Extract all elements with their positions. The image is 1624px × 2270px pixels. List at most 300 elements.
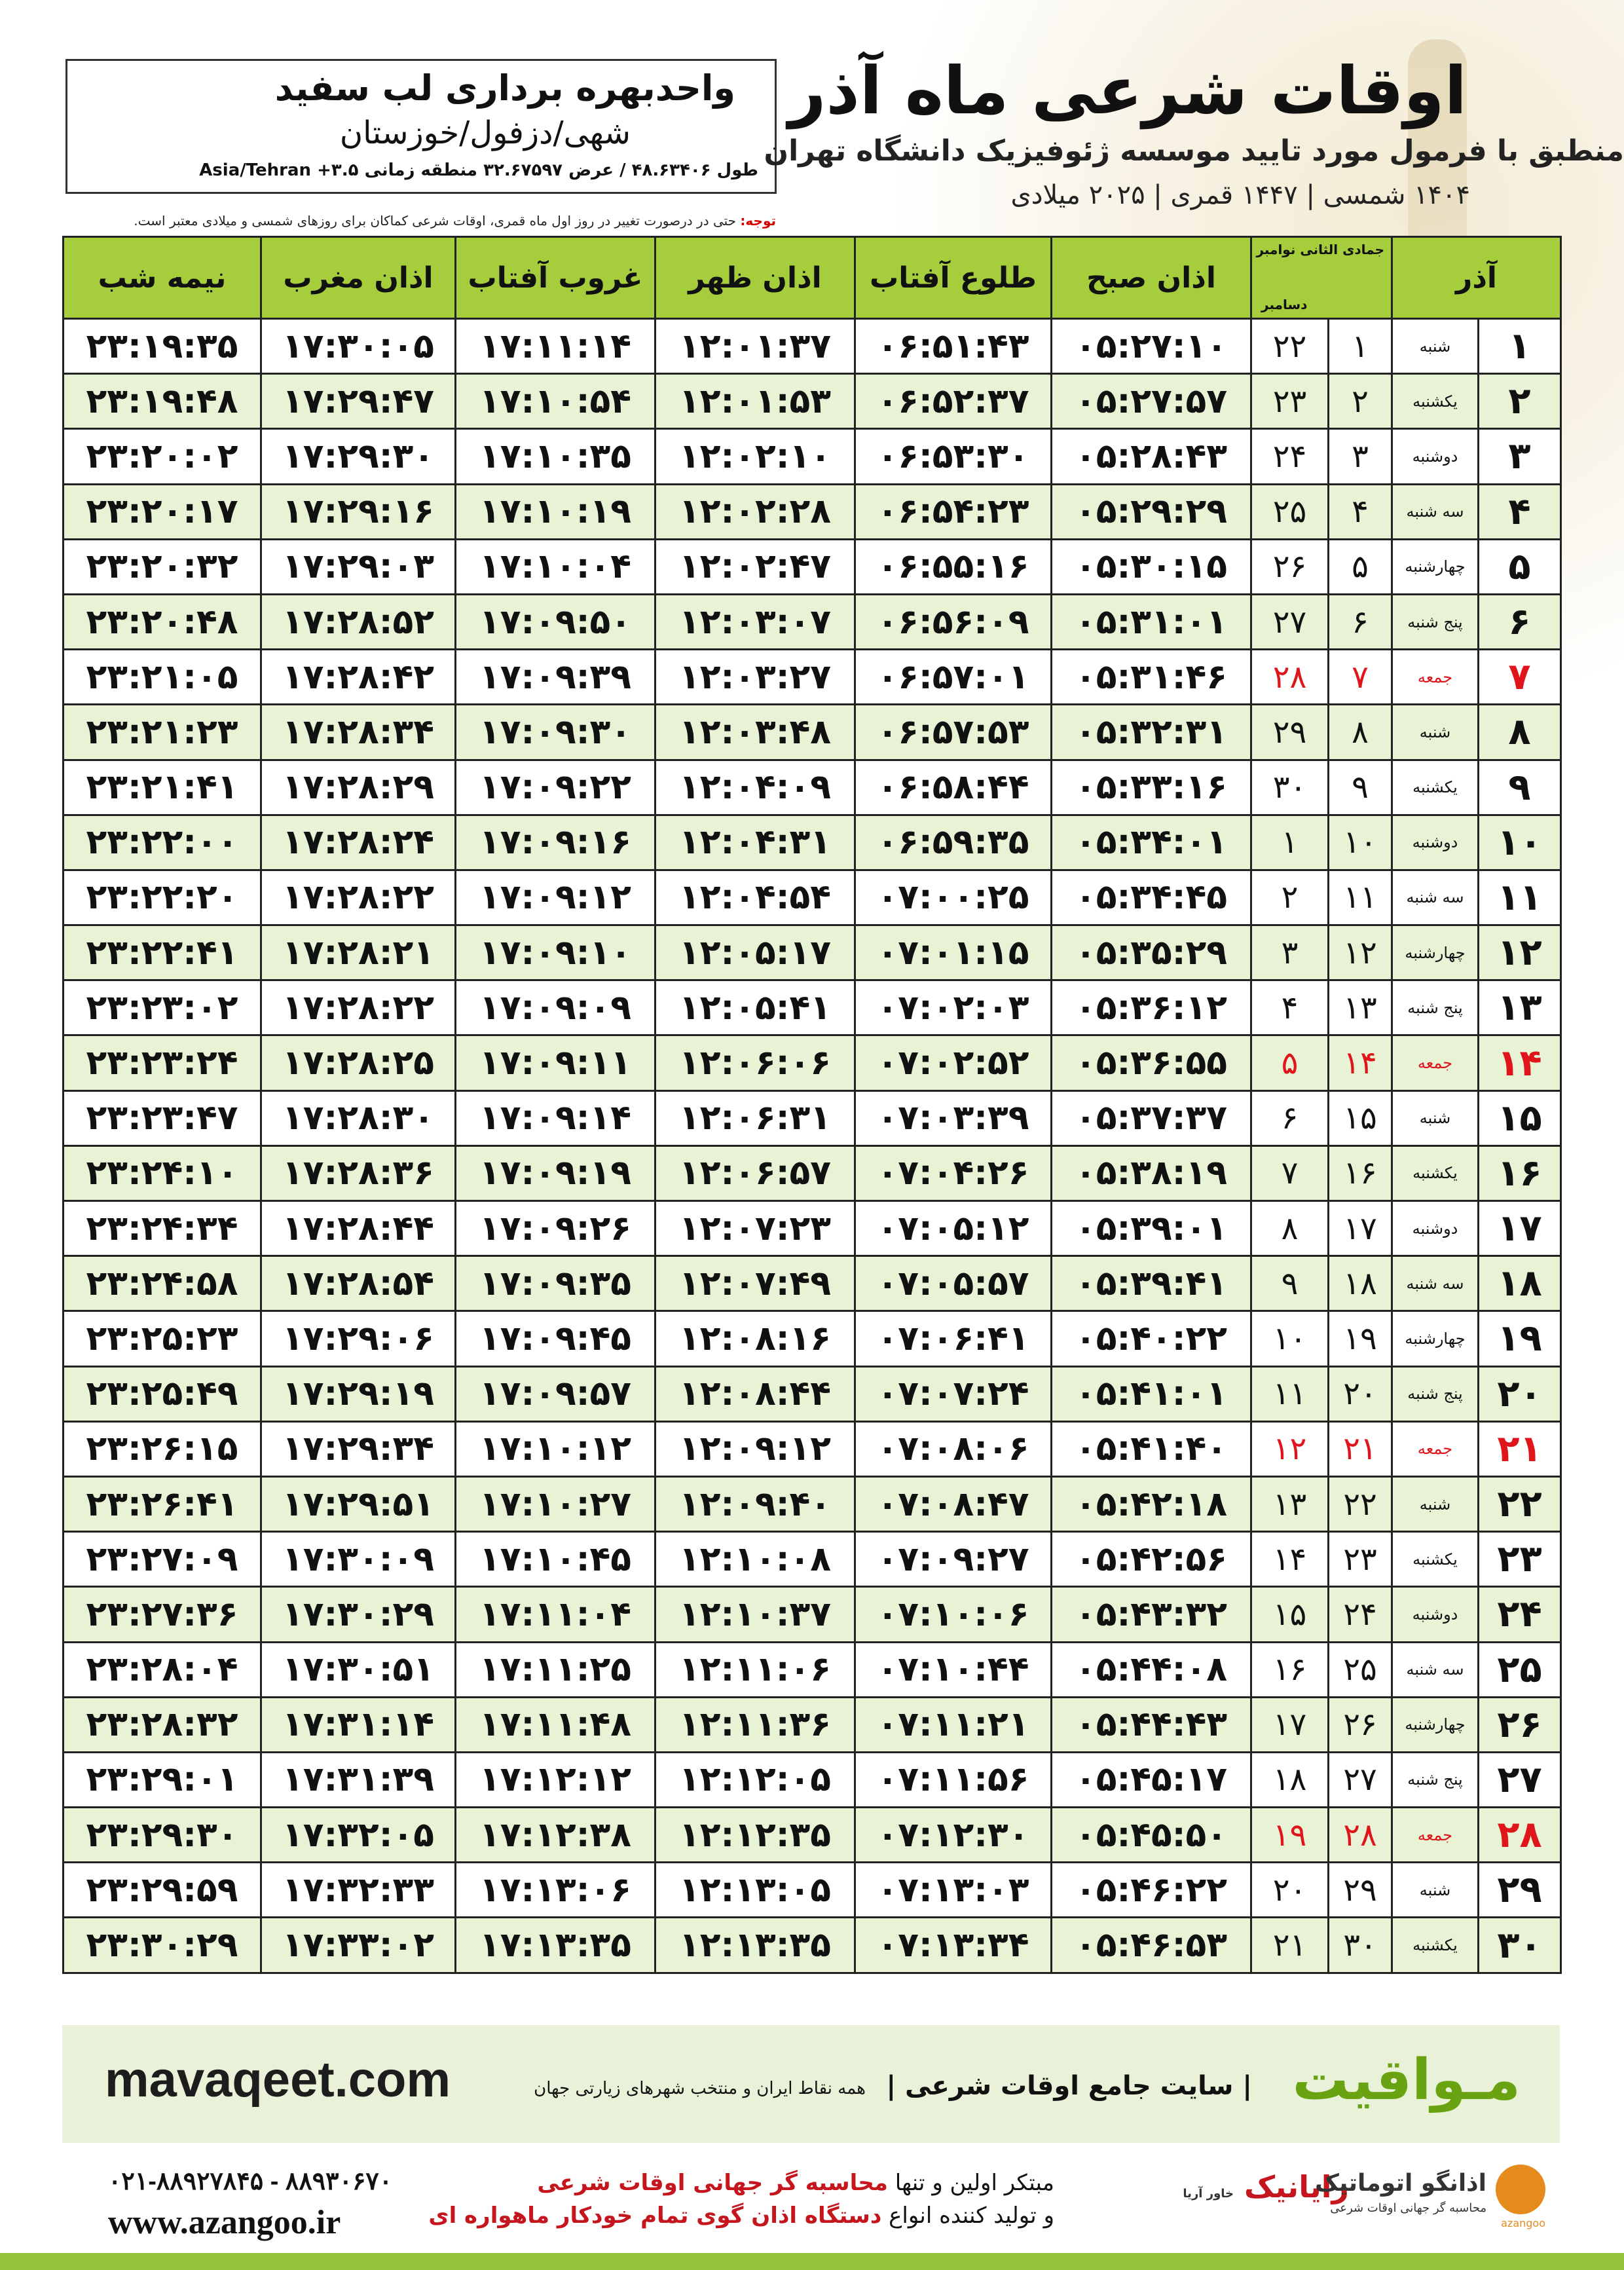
gregorian-day-cell: ۲۰ [1251,1863,1329,1918]
day-cell: ۲۷ [1479,1752,1561,1807]
table-row [64,1587,1561,1642]
maghrib-cell: ۱۷:۲۸:۵۴ [261,1256,456,1311]
dhuhr-cell: ۱۲:۰۷:۴۹ [655,1256,855,1311]
dhuhr-cell: ۱۲:۰۵:۴۱ [655,980,855,1035]
midnight-cell: ۲۳:۲۱:۲۳ [64,705,261,760]
hijri-day-cell: ۲۵ [1329,1642,1392,1697]
azangoo-latin: azangoo [1501,2217,1545,2229]
day-cell: ۱۲ [1479,925,1561,980]
fajr-cell: ۰۵:۳۶:۵۵ [1052,1035,1251,1090]
maghrib-cell: ۱۷:۳۰:۰۵ [261,319,456,374]
table-row [64,1421,1561,1476]
weekday-cell: شنبه [1392,1863,1479,1918]
table-row [64,1863,1561,1918]
sunset-cell: ۱۷:۱۱:۲۵ [456,1642,655,1697]
gregorian-day-cell: ۶ [1251,1090,1329,1145]
table-row [64,1311,1561,1366]
sunrise-cell: ۰۷:۱۰:۴۴ [855,1642,1052,1697]
midnight-cell: ۲۳:۲۰:۳۲ [64,539,261,594]
sunset-cell: ۱۷:۰۹:۳۰ [456,705,655,760]
header-sunrise: طلوع آفتاب [855,237,1052,319]
midnight-cell: ۲۳:۲۲:۴۱ [64,925,261,980]
sunrise-cell: ۰۶:۵۹:۳۵ [855,815,1052,870]
sunrise-cell: ۰۷:۰۰:۲۵ [855,870,1052,925]
midnight-cell: ۲۳:۱۹:۴۸ [64,374,261,429]
fajr-cell: ۰۵:۴۲:۱۸ [1052,1476,1251,1531]
table-row [64,1918,1561,1973]
gregorian-day-cell: ۳۰ [1251,760,1329,815]
weekday-cell: چهارشنبه [1392,925,1479,980]
table-row [64,1201,1561,1256]
location-name: واحدبهره برداری لب سفید [274,67,735,109]
sunset-cell: ۱۷:۰۹:۱۹ [456,1145,655,1200]
sunrise-cell: ۰۷:۰۵:۱۲ [855,1201,1052,1256]
gregorian-day-cell: ۲۹ [1251,705,1329,760]
gregorian-day-cell: ۱۶ [1251,1642,1329,1697]
midnight-cell: ۲۳:۱۹:۳۵ [64,319,261,374]
maghrib-cell: ۱۷:۲۸:۲۴ [261,815,456,870]
midnight-cell: ۲۳:۲۹:۳۰ [64,1808,261,1863]
day-cell: ۹ [1479,760,1561,815]
table-header-row [64,237,1561,319]
hijri-day-cell: ۲۶ [1329,1697,1392,1752]
weekday-cell: پنج شنبه [1392,594,1479,649]
gregorian-day-cell: ۵ [1251,1035,1329,1090]
gregorian-day-cell: ۲۵ [1251,484,1329,539]
sunset-cell: ۱۷:۰۹:۱۱ [456,1035,655,1090]
weekday-cell: جمعه [1392,1035,1479,1090]
footer-text [428,2167,1054,2232]
maghrib-cell: ۱۷:۲۹:۵۱ [261,1476,456,1531]
dhuhr-cell: ۱۲:۰۱:۳۷ [655,319,855,374]
day-cell: ۱۸ [1479,1256,1561,1311]
fajr-cell: ۰۵:۳۷:۳۷ [1052,1090,1251,1145]
midnight-cell: ۲۳:۲۴:۳۴ [64,1201,261,1256]
footer [0,2155,1624,2253]
day-cell: ۱ [1479,319,1561,374]
sunrise-cell: ۰۷:۰۶:۴۱ [855,1311,1052,1366]
midnight-cell: ۲۳:۲۱:۴۱ [64,760,261,815]
dhuhr-cell: ۱۲:۰۳:۴۸ [655,705,855,760]
gregorian-day-cell: ۲۷ [1251,594,1329,649]
header-month: آذر [1392,237,1561,319]
hijri-day-cell: ۱۷ [1329,1201,1392,1256]
maghrib-cell: ۱۷:۳۰:۲۹ [261,1587,456,1642]
table-row [64,1697,1561,1752]
table-row [64,1532,1561,1587]
sunset-cell: ۱۷:۱۳:۰۶ [456,1863,655,1918]
sunrise-cell: ۰۷:۰۹:۲۷ [855,1532,1052,1587]
table-row [64,705,1561,760]
weekday-cell: شنبه [1392,1090,1479,1145]
weekday-cell: دوشنبه [1392,1201,1479,1256]
midnight-cell: ۲۳:۳۰:۲۹ [64,1918,261,1973]
midnight-cell: ۲۳:۲۳:۰۲ [64,980,261,1035]
weekday-cell: پنج شنبه [1392,980,1479,1035]
header-jmonth: جمادی الثانی نوامبر [1256,242,1384,257]
table-row [64,980,1561,1035]
weekday-cell: یکشنبه [1392,1918,1479,1973]
dhuhr-cell: ۱۲:۰۱:۵۳ [655,374,855,429]
hijri-day-cell: ۱۰ [1329,815,1392,870]
hijri-day-cell: ۲۲ [1329,1476,1392,1531]
header-dhuhr: اذان ظهر [655,237,855,319]
dhuhr-cell: ۱۲:۰۸:۱۶ [655,1311,855,1366]
midnight-cell: ۲۳:۲۱:۰۵ [64,650,261,705]
table-body [64,319,1561,1973]
table-row [64,1145,1561,1200]
hijri-day-cell: ۲۹ [1329,1863,1392,1918]
weekday-cell: دوشنبه [1392,1587,1479,1642]
maghrib-cell: ۱۷:۳۰:۵۱ [261,1642,456,1697]
gregorian-day-cell: ۲۳ [1251,374,1329,429]
maghrib-cell: ۱۷:۳۲:۰۵ [261,1808,456,1863]
fajr-cell: ۰۵:۴۵:۵۰ [1052,1808,1251,1863]
day-cell: ۲۹ [1479,1863,1561,1918]
gregorian-day-cell: ۱۱ [1251,1366,1329,1421]
gregorian-day-cell: ۱۲ [1251,1421,1329,1476]
sunrise-cell: ۰۶:۵۵:۱۶ [855,539,1052,594]
bottom-bar [0,2253,1624,2270]
sunset-cell: ۱۷:۰۹:۵۷ [456,1366,655,1421]
sunset-cell: ۱۷:۰۹:۴۵ [456,1311,655,1366]
sunrise-cell: ۰۶:۵۶:۰۹ [855,594,1052,649]
gregorian-day-cell: ۷ [1251,1145,1329,1200]
location-box [65,59,777,194]
maghrib-cell: ۱۷:۲۸:۴۴ [261,1201,456,1256]
sunset-cell: ۱۷:۰۹:۱۲ [456,870,655,925]
banner-text: | سایت جامع اوقات شرعی | [886,2071,1252,2101]
gregorian-day-cell: ۱۵ [1251,1587,1329,1642]
day-cell: ۸ [1479,705,1561,760]
header-gmonth: دسامبر [1261,297,1308,312]
sunset-cell: ۱۷:۰۹:۱۶ [456,815,655,870]
hijri-day-cell: ۱۲ [1329,925,1392,980]
fajr-cell: ۰۵:۴۲:۵۶ [1052,1532,1251,1587]
hijri-day-cell: ۲۴ [1329,1587,1392,1642]
dhuhr-cell: ۱۲:۱۳:۳۵ [655,1918,855,1973]
midnight-cell: ۲۳:۲۳:۴۷ [64,1090,261,1145]
fajr-cell: ۰۵:۳۱:۴۶ [1052,650,1251,705]
weekday-cell: دوشنبه [1392,429,1479,484]
day-cell: ۴ [1479,484,1561,539]
gregorian-day-cell: ۱۸ [1251,1752,1329,1807]
maghrib-cell: ۱۷:۲۸:۲۱ [261,925,456,980]
dhuhr-cell: ۱۲:۰۹:۴۰ [655,1476,855,1531]
footer-line-2: و تولید کننده انواع دستگاه اذان گوی تمام خودکار ماهواره ای [428,2203,1054,2229]
table-row [64,319,1561,374]
day-cell: ۱۰ [1479,815,1561,870]
day-cell: ۱۶ [1479,1145,1561,1200]
sunset-cell: ۱۷:۰۹:۲۶ [456,1201,655,1256]
fajr-cell: ۰۵:۳۴:۰۱ [1052,815,1251,870]
site-link[interactable]: mavaqeet.com [105,2052,451,2108]
table-row [64,1090,1561,1145]
fajr-cell: ۰۵:۳۹:۴۱ [1052,1256,1251,1311]
weekday-cell: جمعه [1392,1421,1479,1476]
hijri-day-cell: ۱۴ [1329,1035,1392,1090]
midnight-cell: ۲۳:۲۳:۲۴ [64,1035,261,1090]
dhuhr-cell: ۱۲:۰۳:۰۷ [655,594,855,649]
gregorian-day-cell: ۱۰ [1251,1311,1329,1366]
dhuhr-cell: ۱۲:۰۲:۴۷ [655,539,855,594]
sunset-cell: ۱۷:۰۹:۱۰ [456,925,655,980]
day-cell: ۵ [1479,539,1561,594]
midnight-cell: ۲۳:۲۲:۲۰ [64,870,261,925]
gregorian-day-cell: ۴ [1251,980,1329,1035]
midnight-cell: ۲۳:۲۸:۰۴ [64,1642,261,1697]
weekday-cell: سه شنبه [1392,870,1479,925]
dhuhr-cell: ۱۲:۰۲:۲۸ [655,484,855,539]
table-row [64,650,1561,705]
weekday-cell: شنبه [1392,705,1479,760]
fajr-cell: ۰۵:۳۱:۰۱ [1052,594,1251,649]
gregorian-day-cell: ۱۴ [1251,1532,1329,1587]
maghrib-cell: ۱۷:۲۸:۳۴ [261,705,456,760]
azangoo-name: اذانگو اتوماتیک [1314,2170,1486,2197]
maghrib-cell: ۱۷:۲۸:۲۵ [261,1035,456,1090]
sunset-cell: ۱۷:۱۰:۳۵ [456,429,655,484]
table-row [64,1366,1561,1421]
dhuhr-cell: ۱۲:۰۶:۵۷ [655,1145,855,1200]
table-row [64,429,1561,484]
maghrib-cell: ۱۷:۳۱:۱۴ [261,1697,456,1752]
weekday-cell: چهارشنبه [1392,1697,1479,1752]
dhuhr-cell: ۱۲:۰۸:۴۴ [655,1366,855,1421]
sunrise-cell: ۰۷:۰۱:۱۵ [855,925,1052,980]
table-row [64,484,1561,539]
weekday-cell: یکشنبه [1392,1145,1479,1200]
midnight-cell: ۲۳:۲۰:۱۷ [64,484,261,539]
maghrib-cell: ۱۷:۲۹:۱۶ [261,484,456,539]
weekday-cell: سه شنبه [1392,1256,1479,1311]
sunrise-cell: ۰۷:۱۱:۲۱ [855,1697,1052,1752]
hijri-day-cell: ۳ [1329,429,1392,484]
midnight-cell: ۲۳:۲۷:۰۹ [64,1532,261,1587]
day-cell: ۲۶ [1479,1697,1561,1752]
midnight-cell: ۲۳:۲۹:۵۹ [64,1863,261,1918]
day-cell: ۶ [1479,594,1561,649]
dhuhr-cell: ۱۲:۰۹:۱۲ [655,1421,855,1476]
header-fajr: اذان صبح [1052,237,1251,319]
weekday-cell: سه شنبه [1392,1642,1479,1697]
dhuhr-cell: ۱۲:۱۰:۰۸ [655,1532,855,1587]
table-row [64,815,1561,870]
day-cell: ۱۱ [1479,870,1561,925]
dhuhr-cell: ۱۲:۰۷:۲۳ [655,1201,855,1256]
sunrise-cell: ۰۶:۵۱:۴۳ [855,319,1052,374]
weekday-cell: چهارشنبه [1392,539,1479,594]
weekday-cell: دوشنبه [1392,815,1479,870]
page-title: اوقات شرعی ماه آذر [788,52,1467,129]
banner-small-text: همه نقاط ایران و منتخب شهرهای زیارتی جهان [534,2079,866,2098]
hijri-day-cell: ۱۶ [1329,1145,1392,1200]
day-cell: ۲۰ [1479,1366,1561,1421]
hijri-day-cell: ۱۵ [1329,1090,1392,1145]
dhuhr-cell: ۱۲:۰۴:۰۹ [655,760,855,815]
day-cell: ۲۴ [1479,1587,1561,1642]
mavaqeet-banner [62,2025,1560,2143]
table-row [64,760,1561,815]
sunrise-cell: ۰۷:۰۴:۲۶ [855,1145,1052,1200]
dhuhr-cell: ۱۲:۰۴:۳۱ [655,815,855,870]
sunrise-cell: ۰۶:۵۸:۴۴ [855,760,1052,815]
gregorian-day-cell: ۸ [1251,1201,1329,1256]
sunset-cell: ۱۷:۱۱:۴۸ [456,1697,655,1752]
sunrise-cell: ۰۷:۰۳:۳۹ [855,1090,1052,1145]
sunset-cell: ۱۷:۱۰:۲۷ [456,1476,655,1531]
table-row [64,539,1561,594]
maghrib-cell: ۱۷:۳۳:۰۲ [261,1918,456,1973]
rayanik-logo: رایانیک خاور آریا [1183,2169,1349,2205]
dhuhr-cell: ۱۲:۱۰:۳۷ [655,1587,855,1642]
sunrise-cell: ۰۷:۱۳:۰۳ [855,1863,1052,1918]
midnight-cell: ۲۳:۲۵:۴۹ [64,1366,261,1421]
sunset-cell: ۱۷:۰۹:۳۹ [456,650,655,705]
weekday-cell: یکشنبه [1392,1532,1479,1587]
sunrise-cell: ۰۷:۰۲:۵۲ [855,1035,1052,1090]
fajr-cell: ۰۵:۳۹:۰۱ [1052,1201,1251,1256]
weekday-cell: یکشنبه [1392,760,1479,815]
azangoo-logo [1314,2165,1545,2230]
table-row [64,594,1561,649]
midnight-cell: ۲۳:۲۶:۴۱ [64,1476,261,1531]
sunrise-cell: ۰۷:۰۷:۲۴ [855,1366,1052,1421]
azangoo-mark-icon [1496,2165,1545,2214]
weekday-cell: پنج شنبه [1392,1366,1479,1421]
gregorian-day-cell: ۲۱ [1251,1918,1329,1973]
fajr-cell: ۰۵:۳۶:۱۲ [1052,980,1251,1035]
dhuhr-cell: ۱۲:۱۱:۳۶ [655,1697,855,1752]
hijri-day-cell: ۱۸ [1329,1256,1392,1311]
hijri-day-cell: ۴ [1329,484,1392,539]
day-cell: ۷ [1479,650,1561,705]
hijri-day-cell: ۱۱ [1329,870,1392,925]
maghrib-cell: ۱۷:۳۱:۳۹ [261,1752,456,1807]
hijri-day-cell: ۳۰ [1329,1918,1392,1973]
notice-label: توجه: [740,213,776,229]
sunrise-cell: ۰۷:۱۱:۵۶ [855,1752,1052,1807]
table-row [64,870,1561,925]
hijri-day-cell: ۲۸ [1329,1808,1392,1863]
fajr-cell: ۰۵:۴۱:۰۱ [1052,1366,1251,1421]
maghrib-cell: ۱۷:۲۹:۳۴ [261,1421,456,1476]
weekday-cell: چهارشنبه [1392,1311,1479,1366]
weekday-cell: پنج شنبه [1392,1752,1479,1807]
header-months-other [1251,237,1392,319]
day-cell: ۱۷ [1479,1201,1561,1256]
sunrise-cell: ۰۶:۵۲:۳۷ [855,374,1052,429]
maghrib-cell: ۱۷:۲۹:۰۳ [261,539,456,594]
hijri-day-cell: ۹ [1329,760,1392,815]
gregorian-day-cell: ۳ [1251,925,1329,980]
table-row [64,1256,1561,1311]
header-midnight: نیمه شب [64,237,261,319]
day-cell: ۱۳ [1479,980,1561,1035]
dhuhr-cell: ۱۲:۰۳:۲۷ [655,650,855,705]
maghrib-cell: ۱۷:۲۸:۴۲ [261,650,456,705]
maghrib-cell: ۱۷:۲۸:۵۲ [261,594,456,649]
day-cell: ۱۵ [1479,1090,1561,1145]
hijri-day-cell: ۸ [1329,705,1392,760]
day-cell: ۲۵ [1479,1642,1561,1697]
day-cell: ۳ [1479,429,1561,484]
maghrib-cell: ۱۷:۲۸:۲۹ [261,760,456,815]
midnight-cell: ۲۳:۲۷:۳۶ [64,1587,261,1642]
fajr-cell: ۰۵:۴۰:۲۲ [1052,1311,1251,1366]
gregorian-day-cell: ۲۸ [1251,650,1329,705]
gregorian-day-cell: ۲۲ [1251,319,1329,374]
gregorian-day-cell: ۲۶ [1251,539,1329,594]
maghrib-cell: ۱۷:۲۹:۰۶ [261,1311,456,1366]
fajr-cell: ۰۵:۳۲:۳۱ [1052,705,1251,760]
fajr-cell: ۰۵:۳۰:۱۵ [1052,539,1251,594]
footer-line-1: مبتکر اولین و تنها محاسبه گر جهانی اوقات شرعی [537,2170,1054,2196]
weekday-cell: شنبه [1392,1476,1479,1531]
hijri-day-cell: ۲۷ [1329,1752,1392,1807]
dhuhr-cell: ۱۲:۰۶:۰۶ [655,1035,855,1090]
midnight-cell: ۲۳:۲۹:۰۱ [64,1752,261,1807]
sunset-cell: ۱۷:۱۰:۰۴ [456,539,655,594]
sunset-cell: ۱۷:۱۰:۴۵ [456,1532,655,1587]
website-link[interactable]: www.azangoo.ir [108,2204,341,2241]
maghrib-cell: ۱۷:۲۹:۴۷ [261,374,456,429]
gregorian-day-cell: ۲ [1251,870,1329,925]
dhuhr-cell: ۱۲:۱۱:۰۶ [655,1642,855,1697]
sunrise-cell: ۰۶:۵۷:۰۱ [855,650,1052,705]
sunset-cell: ۱۷:۰۹:۳۵ [456,1256,655,1311]
maghrib-cell: ۱۷:۲۸:۳۰ [261,1090,456,1145]
table-row [64,1476,1561,1531]
dhuhr-cell: ۱۲:۰۲:۱۰ [655,429,855,484]
hijri-day-cell: ۵ [1329,539,1392,594]
sunset-cell: ۱۷:۱۳:۳۵ [456,1918,655,1973]
sunrise-cell: ۰۷:۱۲:۳۰ [855,1808,1052,1863]
fajr-cell: ۰۵:۲۹:۲۹ [1052,484,1251,539]
dhuhr-cell: ۱۲:۱۳:۰۵ [655,1863,855,1918]
sunset-cell: ۱۷:۱۲:۳۸ [456,1808,655,1863]
day-cell: ۳۰ [1479,1918,1561,1973]
maghrib-cell: ۱۷:۳۰:۰۹ [261,1532,456,1587]
maghrib-cell: ۱۷:۲۸:۲۲ [261,870,456,925]
notice [62,213,776,229]
weekday-cell: جمعه [1392,650,1479,705]
header-maghrib: اذان مغرب [261,237,456,319]
fajr-cell: ۰۵:۴۴:۴۳ [1052,1697,1251,1752]
sunset-cell: ۱۷:۰۹:۵۰ [456,594,655,649]
sunset-cell: ۱۷:۱۰:۱۹ [456,484,655,539]
midnight-cell: ۲۳:۲۵:۲۳ [64,1311,261,1366]
sunset-cell: ۱۷:۱۰:۵۴ [456,374,655,429]
gregorian-day-cell: ۹ [1251,1256,1329,1311]
sunset-cell: ۱۷:۱۱:۰۴ [456,1587,655,1642]
sunset-cell: ۱۷:۰۹:۲۲ [456,760,655,815]
table-row [64,1035,1561,1090]
maghrib-cell: ۱۷:۲۹:۱۹ [261,1366,456,1421]
hijri-day-cell: ۱ [1329,319,1392,374]
fajr-cell: ۰۵:۴۳:۳۲ [1052,1587,1251,1642]
midnight-cell: ۲۳:۲۰:۴۸ [64,594,261,649]
fajr-cell: ۰۵:۳۸:۱۹ [1052,1145,1251,1200]
hijri-day-cell: ۲۱ [1329,1421,1392,1476]
day-cell: ۲۸ [1479,1808,1561,1863]
fajr-cell: ۰۵:۲۷:۵۷ [1052,374,1251,429]
fajr-cell: ۰۵:۲۸:۴۳ [1052,429,1251,484]
table-row [64,1808,1561,1863]
prayer-times-table [62,236,1562,1974]
dhuhr-cell: ۱۲:۱۲:۰۵ [655,1752,855,1807]
sunrise-cell: ۰۷:۰۲:۰۳ [855,980,1052,1035]
